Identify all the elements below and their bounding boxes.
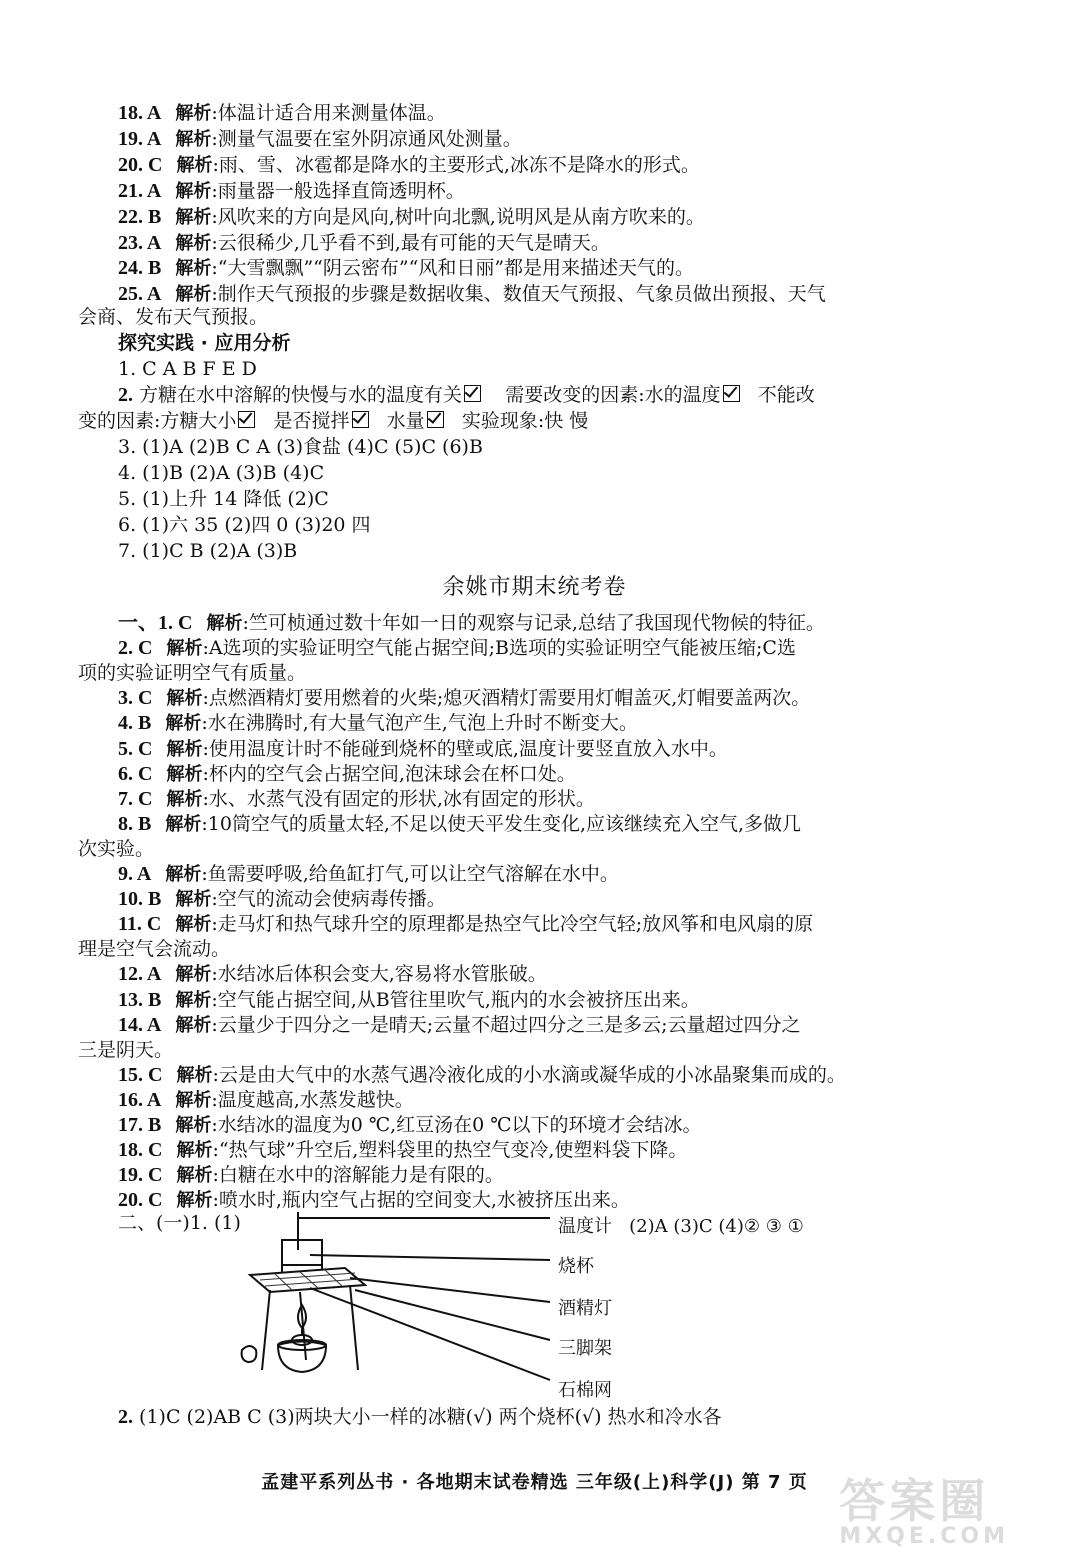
answer-number: 2. C xyxy=(118,637,153,660)
answer-line xyxy=(118,126,949,153)
answer-line xyxy=(118,786,949,813)
analysis-text: :走马灯和热气球升空的原理都是热空气比冷空气轻;放风筝和电风扇的原 xyxy=(211,913,814,936)
answer-line xyxy=(118,961,949,988)
checkmark-icon xyxy=(238,411,255,428)
analysis-label: 解析 xyxy=(206,613,243,634)
answer-number: 13. B xyxy=(118,988,162,1011)
answer-continuation: 项的实验证明空气有质量。 xyxy=(78,662,307,685)
answer-line xyxy=(118,1062,949,1089)
explore-q2: 2. 方糖在水中溶解的快慢与水的温度有关 需要改变的因素:水的温度 不能改 xyxy=(118,384,815,406)
answer-line xyxy=(118,204,949,231)
analysis-label: 解析 xyxy=(175,258,212,280)
analysis-text: :风吹来的方向是风向,树叶向北飘,说明风是从南方吹来的。 xyxy=(211,205,705,228)
analysis-text: :空气能占据空间,从B管往里吹气,瓶内的水会被挤压出来。 xyxy=(211,988,700,1011)
answer-line xyxy=(118,255,949,282)
analysis-text: :水在沸腾时,有大量气泡产生,气泡上升时不断变大。 xyxy=(201,712,638,735)
analysis-label: 解析 xyxy=(166,638,203,660)
answer-number: 11. C xyxy=(118,913,162,936)
answer-number: 18. A xyxy=(118,102,162,124)
analysis-text: :云是由大气中的水蒸气遇冷液化成的小水滴或凝华成的小冰晶聚集而成的。 xyxy=(212,1063,846,1086)
answer-continuation: 三是阴天。 xyxy=(78,1038,174,1061)
analysis-text: :喷水时,瓶内空气占据的空间变大,水被挤压出来。 xyxy=(212,1189,630,1212)
answer-number: 12. A xyxy=(118,963,162,986)
explore-q1: 1. C A B F E D xyxy=(118,358,257,380)
checkmark-icon xyxy=(464,385,481,402)
analysis-label: 解析 xyxy=(175,232,212,254)
explore-q6: 6. (1)六 35 (2)四 0 (3)20 四 xyxy=(118,514,371,536)
analysis-label: 解析 xyxy=(175,103,212,124)
analysis-label: 解析 xyxy=(175,1014,212,1036)
checkmark-icon xyxy=(352,411,369,428)
answer-number: 23. A xyxy=(118,231,162,254)
analysis-label: 解析 xyxy=(176,1165,213,1187)
analysis-text: :“热气球”升空后,塑料袋里的热空气变冷,使塑料袋下降。 xyxy=(212,1139,688,1162)
answer-line xyxy=(118,1087,949,1114)
analysis-label: 解析 xyxy=(175,128,212,150)
explore-q7: 7. (1)C B (2)A (3)B xyxy=(118,540,298,562)
label-beaker: 烧杯 xyxy=(558,1256,594,1277)
checkmark-icon xyxy=(427,411,444,428)
analysis-label: 解析 xyxy=(176,1140,213,1162)
answer-line xyxy=(118,230,949,257)
answer-line xyxy=(118,685,949,712)
answer-number: 25. A xyxy=(118,283,162,306)
answer-line xyxy=(118,911,949,938)
analysis-label: 解析 xyxy=(166,763,203,785)
watermark-logo: 答案圈 MXQE.COM xyxy=(839,1474,1009,1549)
answer-number: 3. C xyxy=(118,687,153,710)
analysis-label: 解析 xyxy=(175,889,212,911)
answer-line xyxy=(118,1162,949,1189)
answer-number: 8. B xyxy=(118,812,152,835)
answer-number: 9. A xyxy=(118,863,152,885)
answer-continuation: 理是空气会流动。 xyxy=(78,938,231,961)
analysis-text: :“大雪飘飘”“阴云密布”“风和日丽”都是用来描述天气的。 xyxy=(211,257,695,280)
answer-line xyxy=(118,635,949,662)
analysis-text: :水、水蒸气没有固定的形状,冰有固定的形状。 xyxy=(202,787,595,810)
answer-number: 5. C xyxy=(118,737,153,760)
answer-number: 20. C xyxy=(118,153,163,176)
analysis-label: 解析 xyxy=(176,154,213,176)
analysis-text: :体温计适合用来测量体温。 xyxy=(211,102,446,124)
analysis-label: 解析 xyxy=(166,738,203,760)
analysis-text: :雨量器一般选择直筒透明杯。 xyxy=(211,179,465,202)
answer-number: 19. A xyxy=(118,127,162,150)
answer-line xyxy=(118,736,949,763)
answer-line xyxy=(118,100,949,127)
label-thermometer: 温度计 (2)A (3)C (4)② ③ ① xyxy=(558,1216,804,1237)
explore-q3: 3. (1)A (2)B C A (3)食盐 (4)C (5)C (6)B xyxy=(118,436,483,458)
answer-number: 20. C xyxy=(118,1189,163,1212)
heating-apparatus-diagram xyxy=(230,1210,560,1400)
answer-line xyxy=(118,886,949,913)
label-alcohol-lamp: 酒精灯 xyxy=(558,1298,612,1319)
analysis-text: :云很稀少,几乎看不到,最有可能的天气是晴天。 xyxy=(211,231,610,254)
answer-line xyxy=(118,987,949,1014)
label-tripod: 三脚架 xyxy=(558,1338,612,1359)
analysis-label: 解析 xyxy=(175,1089,212,1111)
analysis-text: :温度越高,水蒸发越快。 xyxy=(211,1088,414,1111)
analysis-label: 解析 xyxy=(165,713,202,735)
analysis-text: :测量气温要在室外阴凉通风处测量。 xyxy=(211,127,522,150)
answer-number: 24. B xyxy=(118,257,162,280)
analysis-label: 解析 xyxy=(175,914,212,936)
part2-start: 二、(一)1. (1) xyxy=(118,1212,241,1234)
answer-number: 15. C xyxy=(118,1063,163,1086)
analysis-label: 解析 xyxy=(175,1115,212,1136)
analysis-text: :A选项的实验证明空气能占据空间;B选项的实验证明空气能被压缩;C选 xyxy=(202,637,796,660)
analysis-label: 解析 xyxy=(175,206,212,228)
answer-number: 7. C xyxy=(118,787,153,810)
answer-number: 18. C xyxy=(118,1139,163,1162)
explore-q2-cont: 变的因素:方糖大小 是否搅拌 水量 实验现象:快 慢 xyxy=(78,410,589,432)
analysis-label: 解析 xyxy=(175,989,212,1011)
analysis-text: :水结冰后体积会变大,容易将水管胀破。 xyxy=(211,963,547,986)
answer-number: 4. B xyxy=(118,712,152,735)
analysis-text: :空气的流动会使病毒传播。 xyxy=(211,888,446,911)
analysis-label: 解析 xyxy=(176,1190,213,1212)
answer-line xyxy=(118,178,949,205)
answer-line xyxy=(118,710,949,737)
answer-number: 19. C xyxy=(118,1164,163,1187)
analysis-text: :水结冰的温度为0 ℃,红豆汤在0 ℃以下的环境才会结冰。 xyxy=(211,1114,702,1136)
analysis-label: 解析 xyxy=(166,688,203,710)
answer-number: 6. C xyxy=(118,762,153,785)
answer-line xyxy=(118,1012,949,1039)
analysis-text: :雨、雪、冰雹都是降水的主要形式,冰冻不是降水的形式。 xyxy=(212,153,700,176)
checkmark-icon xyxy=(723,385,740,402)
analysis-text: :使用温度计时不能碰到烧杯的壁或底,温度计要竖直放入水中。 xyxy=(202,737,728,760)
page-footer: 孟建平系列丛书 · 各地期末试卷精选 三年级(上)科学(J) 第 7 页 xyxy=(261,1472,808,1493)
answer-line xyxy=(118,1112,949,1139)
label-asbestos-gauze: 石棉网 xyxy=(558,1380,612,1401)
exam-title: 余姚市期末统考卷 xyxy=(442,575,627,600)
answer-line xyxy=(118,1137,949,1164)
part2-q2: 2. (1)C (2)AB C (3)两块大小一样的冰糖(√) 两个烧杯(√) 热水和冷水各 xyxy=(118,1406,722,1428)
analysis-label: 解析 xyxy=(175,964,212,986)
analysis-text: :白糖在水中的溶解能力是有限的。 xyxy=(212,1164,504,1187)
answer-number: 16. A xyxy=(118,1088,162,1111)
analysis-text: :10筒空气的质量太轻,不足以使天平发生变化,应该继续充入空气,多做几 xyxy=(201,812,802,835)
answer-number: 一、1. C xyxy=(118,612,193,634)
analysis-text: :杯内的空气会占据空间,泡沫球会在杯口处。 xyxy=(202,762,576,785)
explore-q5: 5. (1)上升 14 降低 (2)C xyxy=(118,488,329,510)
analysis-label: 解析 xyxy=(165,864,202,885)
analysis-text: :鱼需要呼吸,给鱼缸打气,可以让空气溶解在水中。 xyxy=(201,863,619,885)
answer-line xyxy=(118,152,949,179)
q25-continuation: 会商、发布天气预报。 xyxy=(78,306,269,328)
analysis-label: 解析 xyxy=(165,813,202,835)
answer-number: 10. B xyxy=(118,888,162,911)
analysis-text: :制作天气预报的步骤是数据收集、数值天气预报、气象员做出预报、天气 xyxy=(211,283,826,306)
answer-line xyxy=(118,811,949,838)
answer-number: 21. A xyxy=(118,179,162,202)
analysis-label: 解析 xyxy=(176,1064,213,1086)
answer-line xyxy=(118,761,949,788)
analysis-label: 解析 xyxy=(166,788,203,810)
explore-q4: 4. (1)B (2)A (3)B (4)C xyxy=(118,462,325,484)
answer-line xyxy=(118,610,949,637)
answer-number: 17. B xyxy=(118,1114,162,1136)
analysis-text: :点燃酒精灯要用燃着的火柴;熄灭酒精灯需要用灯帽盖灭,灯帽要盖两次。 xyxy=(202,687,811,710)
answer-continuation: 次实验。 xyxy=(78,837,155,860)
answer-number: 14. A xyxy=(118,1013,162,1036)
analysis-text: :竺可桢通过数十年如一日的观察与记录,总结了我国现代物候的特征。 xyxy=(242,612,825,634)
analysis-text: :云量少于四分之一是晴天;云量不超过四分之三是多云;云量超过四分之 xyxy=(211,1013,801,1036)
section-heading-explore: 探究实践 · 应用分析 xyxy=(118,332,291,354)
analysis-label: 解析 xyxy=(175,284,212,306)
answer-number: 22. B xyxy=(118,205,162,228)
analysis-label: 解析 xyxy=(175,180,212,202)
answer-line xyxy=(118,861,949,888)
